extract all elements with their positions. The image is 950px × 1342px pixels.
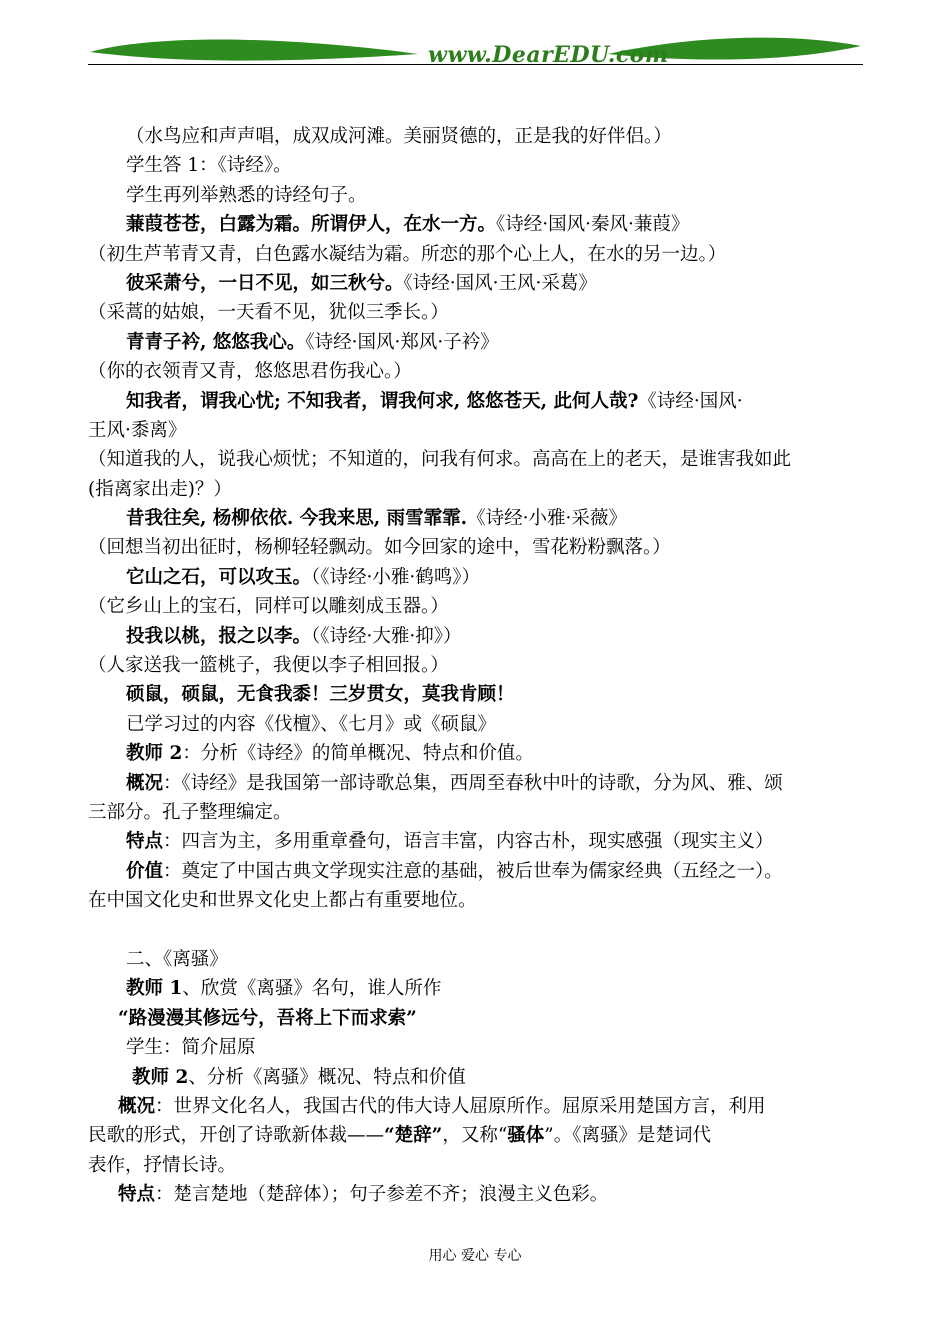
brand-logo-text: www.DearEDU.com	[428, 42, 669, 68]
translation-line: (指离家出走)？）	[88, 478, 232, 500]
translation-line: （采蒿的姑娘，一天看不见，犹似三季长。）	[88, 302, 449, 324]
paragraph-line: 王风·黍离》	[88, 419, 187, 441]
translation-line: （初生芦苇青又青，白色露水凝结为霜。所恋的那个心上人，在水的另一边。）	[88, 243, 727, 265]
translation-line: （知道我的人，说我心烦忧；不知道的，问我有何求。高高在上的老天，是谁害我如此	[88, 449, 792, 471]
poem-quote-line: 投我以桃，报之以李。（《诗经·大雅·抑》）	[126, 625, 462, 647]
paragraph-line: 概况：《诗经》是我国第一部诗歌总集，西周至春秋中叶的诗歌，分为风、雅、颂	[126, 772, 783, 794]
translation-line: （你的衣领青又青，悠悠思君伤我心。）	[88, 361, 412, 383]
poem-quote-line: 彼采萧兮，一日不见，如三秋兮。《诗经·国风·王风·采葛》	[126, 272, 597, 294]
translation-line: （人家送我一篮桃子，我便以李子相回报。）	[88, 655, 449, 677]
paragraph-line: 学生：简介屈原	[126, 1037, 256, 1059]
paragraph-line: 学生再列举熟悉的诗经句子。	[126, 184, 367, 206]
paragraph-line: 概况：世界文化名人，我国古代的伟大诗人屈原所作。屈原采用楚国方言，利用	[118, 1095, 766, 1117]
poem-quote-line: 它山之石，可以攻玉。（《诗经·小雅·鹤鸣》）	[126, 566, 481, 588]
paragraph-line: （水鸟应和声声唱，成双成河滩。美丽贤德的，正是我的好伴侣。）	[126, 126, 672, 147]
paragraph-line: 学生答 1：《诗经》。	[126, 155, 292, 177]
page-header	[88, 30, 863, 75]
header-divider	[88, 64, 863, 65]
translation-line: （回想当初出征时，杨柳轻轻飘动。如今回家的途中，雪花粉粉飘落。）	[88, 537, 671, 559]
page-footer: 用心 爱心 专心	[428, 1248, 522, 1264]
paragraph-line: 价值：奠定了中国古典文学现实注意的基础，被后世奉为儒家经典（五经之一）。	[126, 860, 783, 882]
poem-quote-line: 硕鼠，硕鼠，无食我黍！三岁贯女，莫我肯顾！	[126, 684, 515, 706]
paragraph-line: 特点：楚言楚地（楚辞体）；句子参差不齐；浪漫主义色彩。	[118, 1184, 609, 1206]
paragraph-line: 教师 1、欣赏《离骚》名句，谁人所作	[126, 978, 442, 1000]
paragraph-line: 特点：四言为主，多用重章叠句，语言丰富，内容古朴，现实感强（现实主义）	[126, 831, 774, 853]
document-body	[88, 122, 863, 1209]
poem-quote-line: 蒹葭苍苍，白露为霜。所谓伊人，在水一方。《诗经·国风·秦风·蒹葭》	[126, 214, 690, 236]
paragraph-line: 表作，抒情长诗。	[88, 1154, 237, 1176]
paragraph-line: 教师 2：分析《诗经》的简单概况、特点和价值。	[126, 743, 534, 765]
paragraph-line: 在中国文化史和世界文化史上都占有重要地位。	[88, 890, 477, 912]
section-heading: 二、《离骚》	[126, 948, 228, 970]
poem-quote-line: 青青子衿, 悠悠我心。《诗经·国风·郑风·子衿》	[126, 331, 499, 353]
paragraph-line: 三部分。孔子整理编定。	[88, 801, 292, 823]
paragraph-line: 教师 2、分析《离骚》概况、特点和价值	[132, 1066, 466, 1088]
poem-quote-line: 昔我往矣, 杨柳依依. 今我来思, 雨雪霏霏.《诗经·小雅·采薇》	[126, 508, 627, 530]
blank-line	[88, 916, 863, 945]
paragraph-line: 民歌的形式，开创了诗歌新体裁——“楚辞”，又称“骚体”。《离骚》是楚词代	[88, 1125, 712, 1147]
poem-quote-line: 知我者，谓我心忧; 不知我者，谓我何求, 悠悠苍天, 此何人哉?《诗经·国风·	[126, 390, 743, 412]
poem-quote-line: “路漫漫其修远兮，吾将上下而求索”	[118, 1007, 417, 1029]
paragraph-line: 已学习过的内容《伐檀》、《七月》或《硕鼠》	[126, 713, 497, 735]
translation-line: （它乡山上的宝石，同样可以雕刻成玉器。）	[88, 596, 449, 618]
